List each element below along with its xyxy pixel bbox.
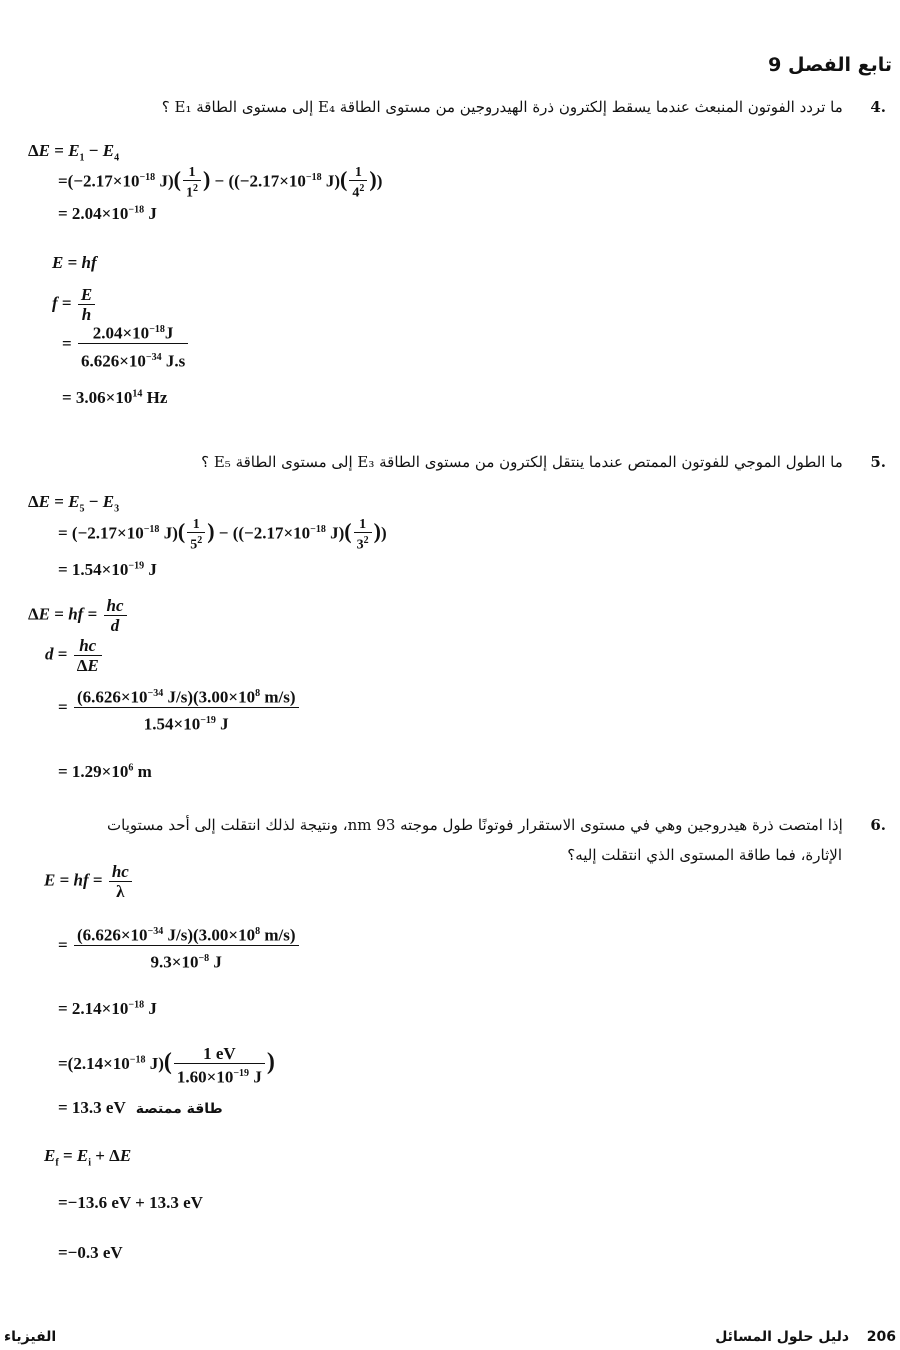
question-text: ما تردد الفوتون المنبعث عندما يسقط إلكترون ذرة الهيدروجين من مستوى الطاقة E₄ إلى مستوى الطاقة E₁ ؟ (161, 98, 843, 116)
footer-page-info (715, 1329, 896, 1345)
question-number: .4 (870, 98, 886, 116)
equation-step: E = hf = $\frac{hc}{\lambda}$ (44, 862, 134, 901)
question-number: .6 (870, 816, 886, 834)
question-5 (201, 453, 886, 471)
question-text: إذا امتصت ذرة هيدروجين وهي في مستوى الاستقرار فوتونًا طول موجته 93 nm، ونتيجة لذلك انتقلت إلى أحد مستويات (107, 816, 843, 834)
equation-step: = $\frac{2.04\times 10^{-18}J}{6.626\times 10^{-34} J.s}$ (62, 320, 190, 370)
absorbed-energy-label: طاقة ممتصة (135, 1101, 223, 1117)
equation-step: d = $\frac{hc}{\Delta E}$ (45, 636, 104, 675)
page-number: 206 (866, 1329, 896, 1345)
question-6-line-2: الإثارة، فما طاقة المستوى الذي انتقلت إليه؟ (567, 846, 842, 864)
equation-step: = $2.04\times 10^{-18}$ J (58, 204, 157, 223)
equation-step: ΔE = hf = $\frac{hc}{d}$ (28, 596, 129, 635)
footer-subject: الفيزياء (4, 1329, 57, 1345)
equation-step: = $3.06\times 10^{14}$ Hz (62, 388, 168, 407)
equation-step: E = hf (52, 253, 97, 272)
guide-title: دليل حلول المسائل (715, 1329, 850, 1345)
equation-step: =−13.6 eV + 13.3 eV (58, 1193, 203, 1212)
question-text: ما الطول الموجي للفوتون الممتص عندما ينتقل إلكترون من مستوى الطاقة E₃ إلى مستوى الطاقة E₅ ؟ (201, 453, 843, 471)
equation-step: $\Delta E = E_1 - E_4$ (28, 141, 120, 164)
equation-step: $=(-2.17\times 10^{-18}$ J)( $\frac{1}{1^2}$ ) − (($-2.17\times 10^{-18}$ J)( $\frac{1}{4^2}$ )) (58, 165, 383, 201)
equation-step: f = $\frac{E}{h}$ (52, 285, 97, 324)
equation-step: $=(2.14\times 10^{-18}$ J)( $\frac{1 eV}{1.60\times 10^{-19} J}$ ) (58, 1044, 275, 1087)
equation-step: = $\frac{(6.626\times 10^{-34} J/s)(3.00\times 10^8 m/s)}{1.54\times 10^{-19} J}$ (58, 684, 301, 733)
equation-step: = ($-2.17\times 10^{-18}$ J)( $\frac{1}{5^2}$ ) − (($-2.17\times 10^{-18}$ J)( $\frac{1}{3^2}$ )) (58, 517, 387, 553)
equation-step: = 13.3 eV طاقة ممتصة (58, 1098, 223, 1117)
chapter-title: تابع الفصل 9 (768, 54, 892, 76)
equation-step: $\Delta E = E_5 - E_3$ (28, 492, 120, 515)
equation-step: = $\frac{(6.626\times 10^{-34} J/s)(3.00\times 10^8 m/s)}{9.3\times 10^{-8} J}$ (58, 922, 301, 971)
equation-step: $E_f = E_i + \Delta E$ (44, 1146, 132, 1169)
question-number: .5 (870, 453, 886, 471)
equation-step: = $1.29\times 10^6$ m (58, 762, 152, 781)
equation-step: = $2.14\times 10^{-18}$ J (58, 999, 157, 1018)
question-4 (162, 98, 886, 116)
question-6 (107, 816, 886, 834)
equation-step: =−0.3 eV (58, 1243, 123, 1262)
equation-step: = $1.54\times 10^{-19}$ J (58, 560, 157, 579)
